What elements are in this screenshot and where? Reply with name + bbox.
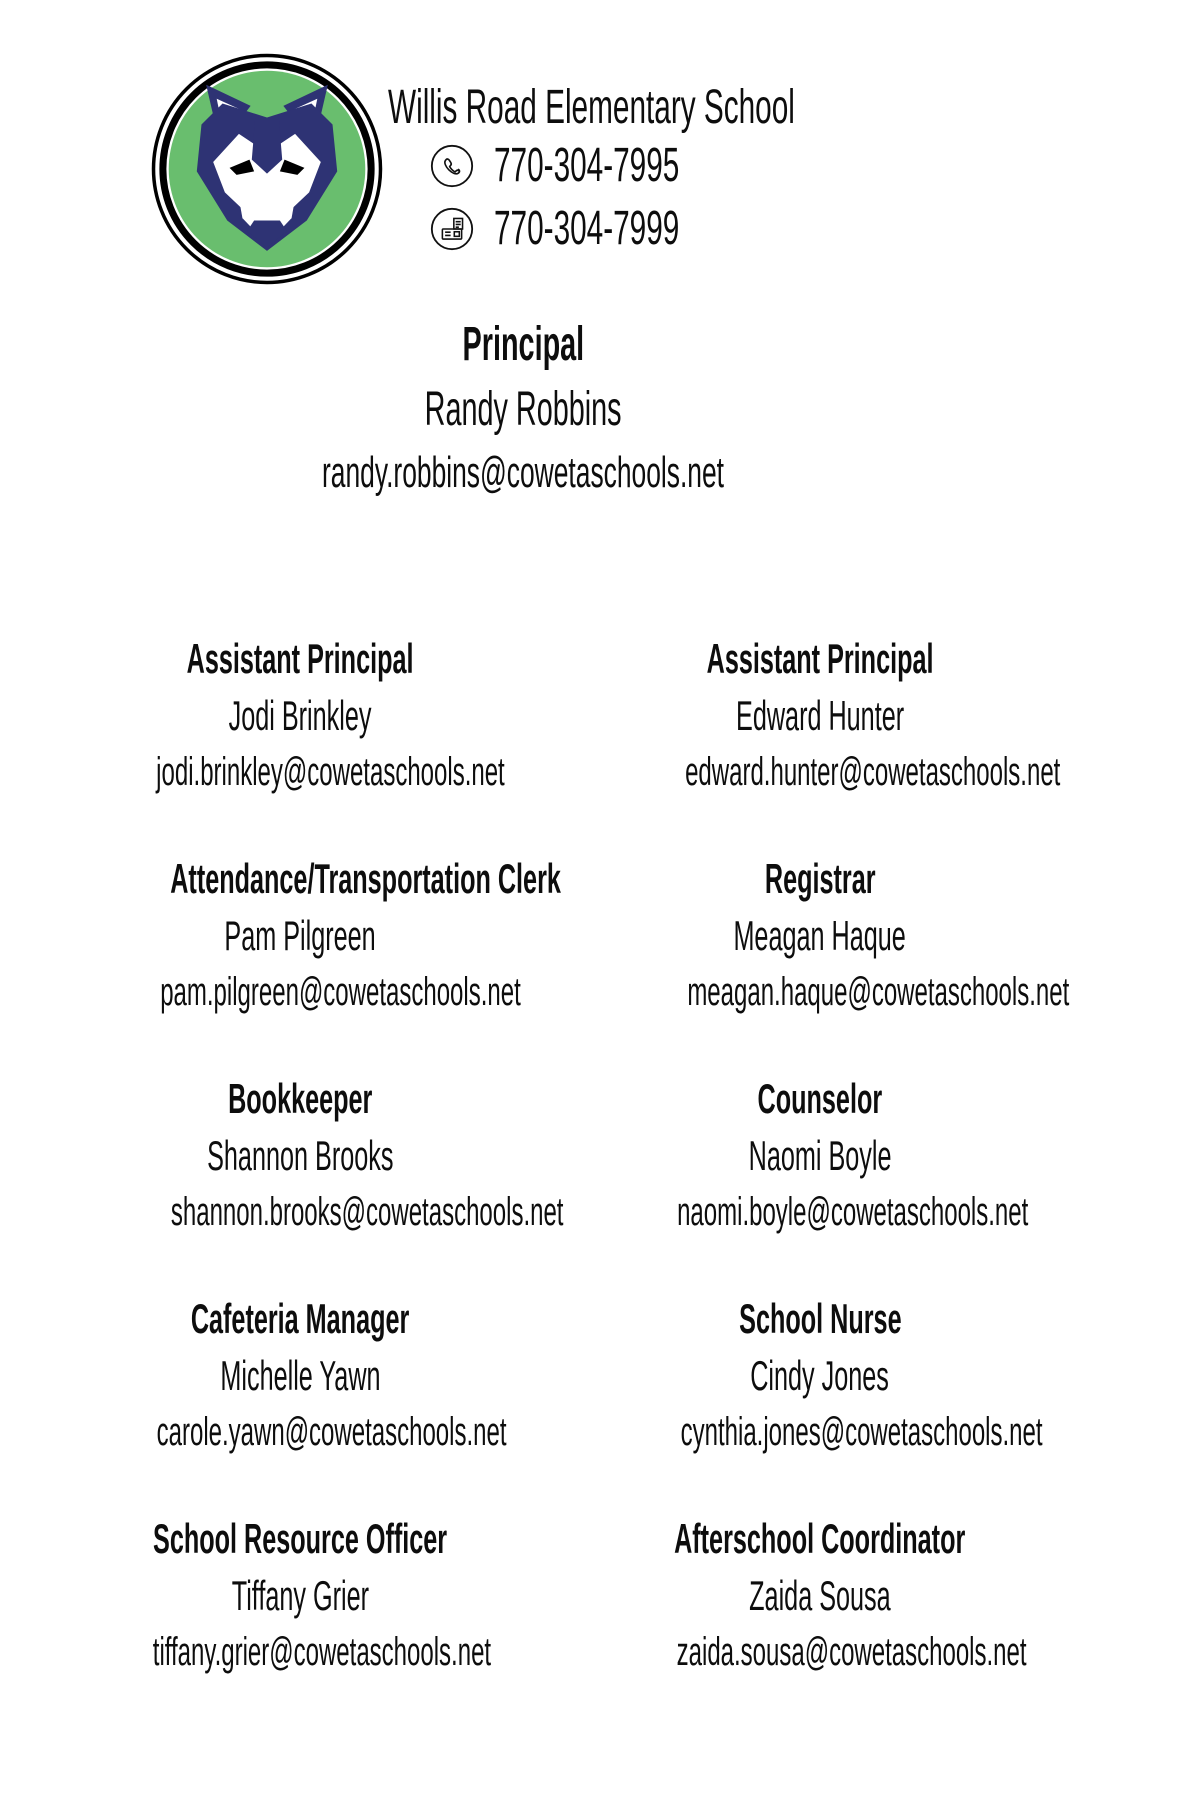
staff-email: edward.hunter@cowetaschools.net [685,750,1061,794]
staff-title: School Nurse [738,1295,902,1342]
phone-icon [430,144,474,188]
school-name [388,80,1044,135]
staff-title: Registrar [764,855,876,902]
principal-email: randy.robbins@cowetaschools.net [322,448,724,497]
staff-card [40,630,560,800]
staff-email: jodi.brinkley@cowetaschools.net [156,750,505,794]
staff-card [560,1290,1080,1460]
phone-number: 770-304-7995 [494,139,680,192]
staff-email: naomi.boyle@cowetaschools.net [677,1190,1029,1234]
staff-name: Naomi Boyle [748,1132,892,1179]
staff-card [40,1510,560,1680]
staff-email: shannon.brooks@cowetaschools.net [170,1190,564,1234]
staff-email: tiffany.grier@cowetaschools.net [152,1630,492,1674]
staff-name: Shannon Brooks [206,1132,394,1179]
wolf-logo [150,52,384,286]
staff-email: pam.pilgreen@cowetaschools.net [160,970,521,1014]
staff-email: meagan.haque@cowetaschools.net [687,970,1070,1014]
staff-name: Jodi Brinkley [228,692,372,739]
principal-name: Randy Robbins [424,383,622,436]
staff-email: cynthia.jones@cowetaschools.net [680,1410,1043,1454]
staff-card [40,850,560,1020]
fax-number: 770-304-7999 [494,202,680,255]
staff-title: Assistant Principal [706,635,934,682]
fax-icon [430,207,474,251]
staff-card [560,1070,1080,1240]
staff-title: School Resource Officer [152,1515,448,1562]
staff-name: Pam Pilgreen [224,912,376,959]
staff-title: Counselor [757,1075,883,1122]
fax-row [430,201,793,256]
staff-name: Edward Hunter [735,692,905,739]
staff-name: Zaida Sousa [749,1572,891,1619]
staff-card [560,850,1080,1020]
staff-card [40,1070,564,1240]
staff-title: Cafeteria Manager [190,1295,410,1342]
staff-email: carole.yawn@cowetaschools.net [156,1410,507,1454]
school-name-text: Willis Road Elementary School [388,81,795,134]
staff-name: Tiffany Grier [231,1572,369,1619]
staff-title: Afterschool Coordinator [674,1515,966,1562]
staff-title: Attendance/Transportation Clerk [170,855,561,902]
staff-email: zaida.sousa@cowetaschools.net [676,1630,1027,1674]
staff-card [560,630,1080,800]
principal-section [0,312,1046,504]
phone-row [430,138,793,193]
staff-title: Bookkeeper [227,1075,373,1122]
staff-name: Cindy Jones [750,1352,890,1399]
staff-grid [40,630,1080,1680]
staff-card [40,1290,560,1460]
staff-name: Michelle Yawn [219,1352,381,1399]
staff-title: Assistant Principal [186,635,414,682]
staff-name: Meagan Haque [733,912,907,959]
principal-title: Principal [462,318,584,371]
staff-card [560,1510,1080,1680]
